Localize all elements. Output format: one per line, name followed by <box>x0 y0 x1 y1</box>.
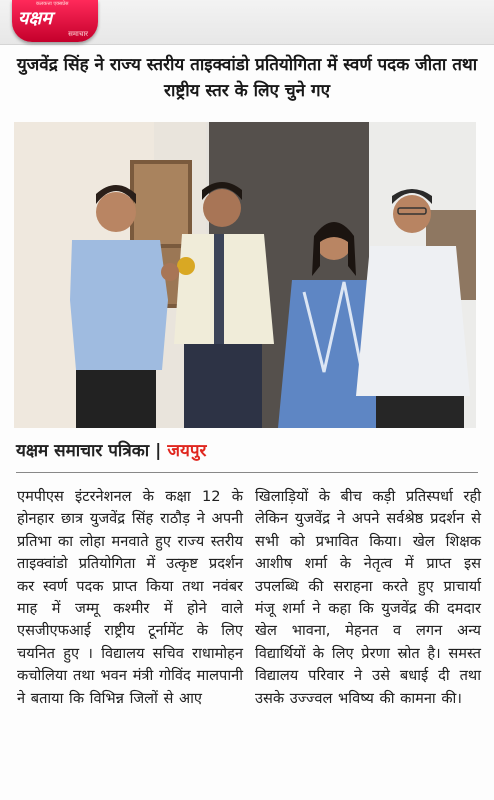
dateline-city: जयपुर <box>167 441 207 461</box>
byline-separator: | <box>155 441 162 461</box>
news-photo <box>14 122 476 428</box>
masthead-bar <box>0 0 494 45</box>
publication-logo <box>12 0 98 42</box>
article-headline: युजवेंद्र सिंह ने राज्य स्तरीय ताइक्वांडो प्रतियोगिता में स्वर्ण पदक जीता तथा राष्ट्रीय स्तर के लिए चुने गए <box>16 55 478 101</box>
article-column-1: एमपीएस इंटरनेशनल के कक्षा 12 के होनहार छात्र युजवेंद्र सिंह राठौड़ ने अपनी प्रतिभा का लोहा मनवाते हुए राज्य स्तरीय ताइक्वांडो प्रतियोगिता में उत्कृष्ट प्रदर्शन कर स्वर्ण पदक प्राप्त किया तथा नवंबर माह में जम्मू कश्मीर में होने वाले एसजीएफआई राष्ट्रीय टूर्नामेंट के लिए चयनित हुए । विद्यालय सचिव राधामोहन कचोलिया तथा भवन मंत्री गोविंद मालपानी ने बताया कि विभिन्न जिलों से आए <box>17 488 243 707</box>
logo-subtext: समाचार <box>68 30 88 38</box>
logo-tagline: कलकत्ता एक्सप्रेस <box>36 1 69 7</box>
publication-name: यक्षम समाचार पत्रिका <box>16 441 150 461</box>
byline <box>16 438 476 466</box>
photo-illustration <box>14 122 476 428</box>
logo-text: यक्षम <box>18 8 53 29</box>
divider <box>16 472 478 473</box>
article-column-2: खिलाड़ियों के बीच कड़ी प्रतिस्पर्धा रही लेकिन युजवेंद्र ने अपने सर्वश्रेष्ठ प्रदर्शन से सभी को प्रभावित किया। खेल शिक्षक आशीष शर्मा के नेतृत्व में प्राप्त इस उपलब्धि की सराहना करते हुए प्राचार्या मंजू शर्मा ने कहा कि युजवेंद्र की दमदार खेल भावना, मेहनत व लगन अन्य विद्यार्थियों के लिए प्रेरणा स्रोत है। समस्त विद्यालय परिवार ने उसे बधाई दी तथा उसके उज्ज्वल भविष्य की कामना की। <box>255 488 481 707</box>
